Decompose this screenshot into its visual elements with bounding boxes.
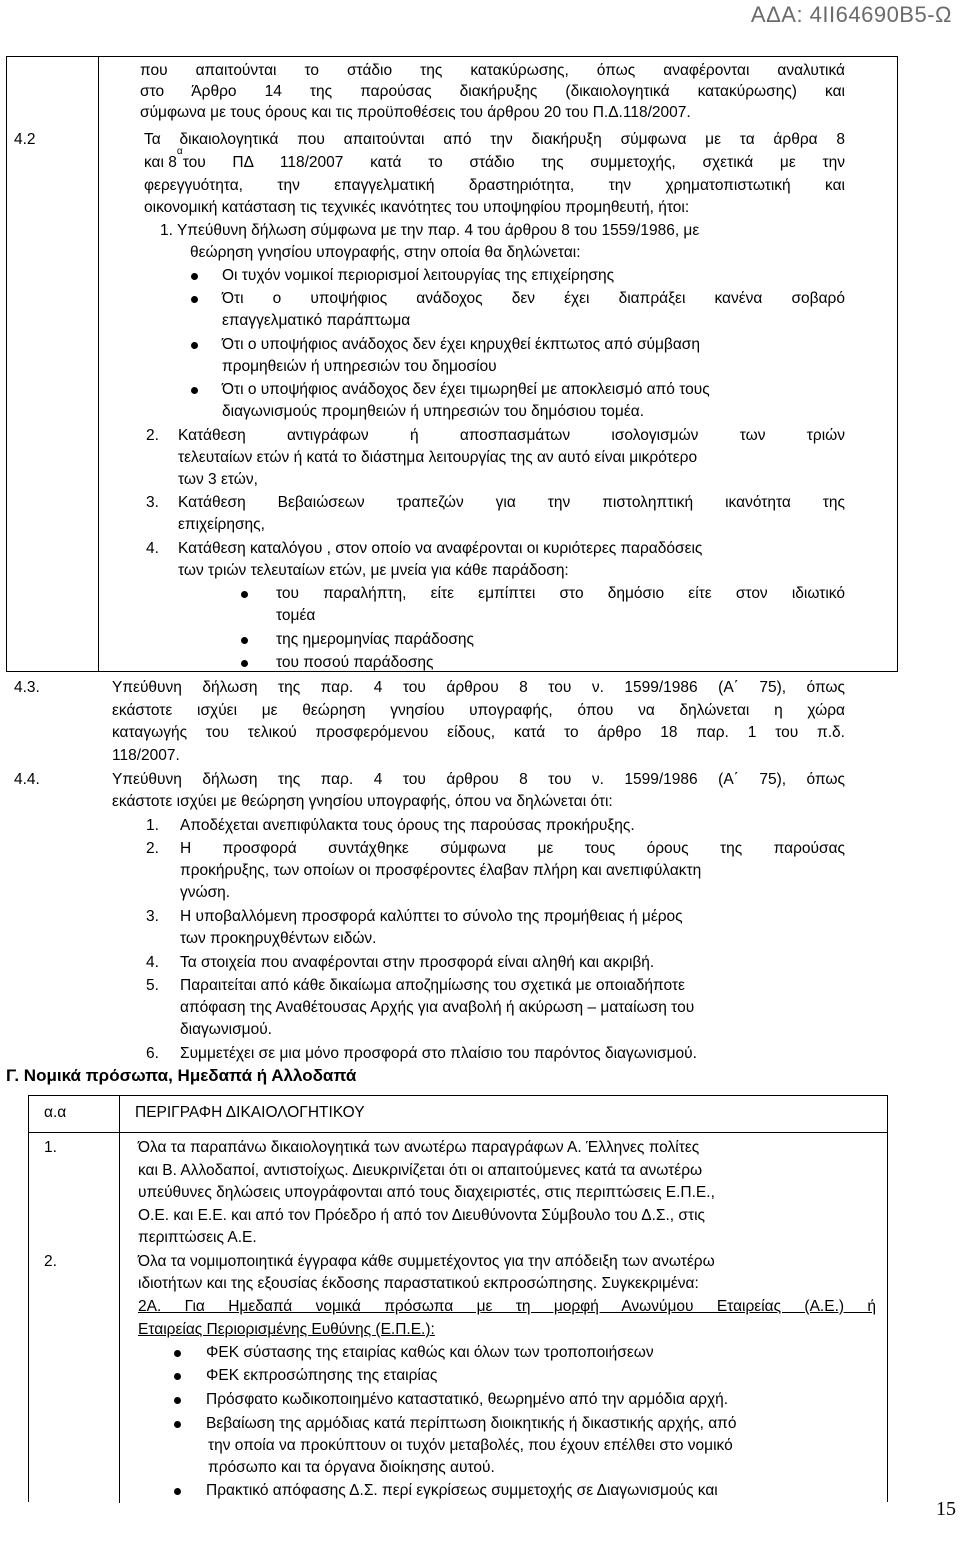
intro-line: σύμφωνα με τους όρους και τις προϋποθέσεις του άρθρου 20 του Π.Δ.118/2007.	[140, 104, 691, 121]
paragraph-line: Υπεύθυνη δήλωση της παρ. 4 του άρθρου 8 του ν. 1599/1986 (Α΄ 75), όπως	[112, 771, 845, 788]
bullet-text: τομέα	[276, 607, 316, 624]
bullet	[191, 342, 198, 349]
bullet-text: επαγγελματικό παράπτωμα	[222, 312, 411, 329]
bullet	[174, 1397, 181, 1404]
intro-line: στο Άρθρο 14 της παρούσας διακήρυξης (δικαιολογητικά κατακύρωσης) και	[140, 83, 845, 100]
list-number: 2.	[146, 427, 159, 444]
cell-line: και Β. Αλλοδαποί, αντιστοίχως. Διευκρινίζεται ότι οι απαιτούμενες κατά τα ανωτέρω	[138, 1162, 703, 1179]
list-item-cont: των 3 ετών,	[178, 471, 258, 488]
section-number: 4.3.	[14, 679, 40, 696]
bullet	[174, 1350, 181, 1357]
list-item: Κατάθεση Βεβαιώσεων τραπεζών για την πιστοληπτική ικανότητα της	[178, 494, 845, 511]
paragraph-line: Τα δικαιολογητικά που απαιτούνται από την διακήρυξη σύμφωνα με τα άρθρα 8	[144, 131, 845, 148]
bullet	[241, 591, 248, 598]
cell-line: Εταιρείας Περιορισμένης Ευθύνης (Ε.Π.Ε.):	[138, 1321, 435, 1338]
table-header-col1: α.α	[44, 1104, 67, 1121]
list-item: 1. Υπεύθυνη δήλωση σύμφωνα με την παρ. 4 του άρθρου 8 του 1559/1986, με	[160, 222, 700, 239]
list-number: 3.	[146, 908, 159, 925]
list-item-cont: των προκηρυχθέντων ειδών.	[180, 930, 377, 947]
list-item-cont: γνώση.	[180, 884, 231, 901]
bullet-text: Ότι ο υποψήφιος ανάδοχος δεν έχει διαπράξει κανένα σοβαρό	[222, 290, 845, 307]
header-divider	[29, 1132, 887, 1133]
list-item: Παραιτείται από κάθε δικαίωμα αποζημίωσης του σχετικά με οποιαδήποτε	[180, 977, 685, 994]
list-item-cont: διαγωνισμού.	[180, 1021, 272, 1038]
list-item: Συμμετέχει σε μια μόνο προσφορά στο πλαίσιο του παρόντος διαγωνισμού.	[180, 1045, 697, 1062]
intro-line: που απαιτούνται το στάδιο της κατακύρωσης, όπως αναφέρονται αναλυτικά	[140, 62, 845, 79]
list-number: 2.	[146, 840, 159, 857]
bullet	[191, 387, 198, 394]
paragraph-line: καταγωγής του τελικού προσφερόμενου είδους, κατά το άρθρο 18 παρ. 1 του π.δ.	[112, 724, 845, 741]
row-number: 2.	[44, 1253, 57, 1270]
list-item-cont: απόφαση της Αναθέτουσας Αρχής για αναβολή ή ακύρωση – ματαίωση του	[180, 999, 695, 1016]
bullet-text: διαγωνισμούς προμηθειών ή υπηρεσιών του δημόσιου τομέα.	[222, 403, 645, 420]
bullet-text: Πρόσφατο κωδικοποιημένο καταστατικό, θεωρημένο από την αρμόδια αρχή.	[206, 1391, 729, 1408]
bullet-text: του παραλήπτη, είτε εμπίπτει στο δημόσιο είτε στον ιδιωτικό	[276, 585, 845, 602]
bullet-text: του ποσού παράδοσης	[276, 654, 434, 671]
bullet	[174, 1421, 181, 1428]
list-item: Κατάθεση αντιγράφων ή αποσπασμάτων ισολογισμών των τριών	[178, 427, 845, 444]
list-number: 3.	[146, 494, 159, 511]
cell-line: ιδιοτήτων και της εξουσίας έκδοσης παραστατικού εκπροσώπησης. Συγκεκριμένα:	[138, 1275, 699, 1292]
bullet-text: ΦΕΚ σύστασης της εταιρίας καθώς και όλων των τροποποιήσεων	[206, 1344, 654, 1361]
text-fragment: του ΠΔ 118/2007 κατά το στάδιο της συμμετοχής, σχετικά με την	[182, 154, 845, 171]
list-item: Αποδέχεται ανεπιφύλακτα τους όρους της παρούσας προκήρυξης.	[180, 817, 635, 834]
paragraph-line: οικονομική κατάσταση τις τεχνικές ικανότητες του υποψηφίου προμηθευτή, ήτοι:	[144, 199, 690, 216]
paragraph-line: Υπεύθυνη δήλωση της παρ. 4 του άρθρου 8 του ν. 1599/1986 (Α΄ 75), όπως	[112, 679, 845, 696]
bullet-text: προμηθειών ή υπηρεσιών του δημοσίου	[222, 358, 497, 375]
list-item-cont: τελευταίων ετών ή κατά το διάστημα λειτουργίας της αν αυτό είναι μικρότερο	[178, 449, 698, 466]
row-number: 1.	[44, 1139, 57, 1156]
superscript: α	[176, 146, 183, 157]
bullet-text: πρόσωπο και τα όργανα διοίκησης αυτού.	[208, 1459, 495, 1476]
document-code: ΑΔΑ: 4ΙΙ64690Β5-Ω	[750, 2, 952, 27]
page-number: 15	[936, 1498, 956, 1520]
cell-line: περιπτώσεις Α.Ε.	[138, 1229, 257, 1246]
paragraph-line: εκάστοτε ισχύει με θεώρηση γνησίου υπογραφής, όπου να δηλώνεται η χώρα	[112, 702, 845, 719]
section-heading: Γ. Νομικά πρόσωπα, Ημεδαπά ή Αλλοδαπά	[6, 1066, 357, 1085]
cell-line: 2Α. Για Ημεδαπά νομικά πρόσωπα με τη μορφή Ανωνύμου Εταιρείας (Α.Ε.) ή	[138, 1298, 876, 1315]
paragraph-line: 118/2007.	[112, 747, 180, 764]
cell-line: Όλα τα παραπάνω δικαιολογητικά των ανωτέρω παραγράφων Α. Έλληνες πολίτες	[138, 1139, 700, 1156]
paragraph-line	[144, 146, 845, 173]
cell-line: Ο.Ε. και Ε.Ε. και από τον Πρόεδρο ή από τον Διευθύνοντα Σύμβουλο του Δ.Σ., στις	[138, 1207, 705, 1224]
bullet	[241, 637, 248, 644]
list-item-cont: επιχείρησης,	[178, 516, 265, 533]
list-item-cont: προκήρυξης, των οποίων οι προσφέροντες έλαβαν πλήρη και ανεπιφύλακτη	[180, 862, 702, 879]
section-number: 4.2	[14, 131, 36, 148]
text-fragment: και 8	[144, 154, 177, 171]
bullet-text: Βεβαίωση της αρμόδιας κατά περίπτωση διοικητικής ή δικαστικής αρχής, από	[206, 1415, 737, 1432]
paragraph-line: εκάστοτε ισχύει με θεώρηση γνησίου υπογραφής, όπου να δηλώνεται ότι:	[112, 793, 613, 810]
bullet	[191, 296, 198, 303]
cell-line: υπεύθυνες δηλώσεις υπογράφονται από τους διαχειριστές, στις περιπτώσεις Ε.Π.Ε.,	[138, 1184, 715, 1201]
list-item: Η υποβαλλόμενη προσφορά καλύπτει το σύνολο της προμήθειας ή μέρος	[180, 908, 683, 925]
list-number: 1.	[146, 817, 159, 834]
section-number: 4.4.	[14, 771, 40, 788]
table-header-col2: ΠΕΡΙΓΡΑΦΗ ΔΙΚΑΙΟΛΟΓΗΤΙΚΟΥ	[135, 1104, 365, 1121]
column-divider	[119, 1096, 120, 1503]
bullet-text: Ότι ο υποψήφιος ανάδοχος δεν έχει κηρυχθεί έκπτωτος από σύμβαση	[222, 336, 700, 353]
bullet-text: την οποία να προκύπτουν οι τυχόν μεταβολές, που έχουν επέλθει στο νομικό	[208, 1437, 733, 1454]
paragraph-line: φερεγγυότητα, την επαγγελματική δραστηριότητα, την χρηματοπιστωτική και	[144, 177, 845, 194]
bullet-text: Ότι ο υποψήφιος ανάδοχος δεν έχει τιμωρηθεί με αποκλεισμό από τους	[222, 381, 710, 398]
list-item: Κατάθεση καταλόγου , στον οποίο να αναφέρονται οι κυριότερες παραδόσεις	[178, 540, 703, 557]
bullet	[191, 273, 198, 280]
list-number: 6.	[146, 1045, 159, 1062]
bullet-text: Οι τυχόν νομικοί περιορισμοί λειτουργίας της επιχείρησης	[222, 267, 615, 284]
list-number: 4.	[146, 540, 159, 557]
list-item-cont: των τριών τελευταίων ετών, με μνεία για κάθε παράδοση:	[178, 562, 569, 579]
bullet-text: ΦΕΚ εκπροσώπησης της εταιρίας	[206, 1367, 438, 1384]
list-item: Η προσφορά συντάχθηκε σύμφωνα με τους όρους της παρούσας	[180, 840, 845, 857]
bullet	[241, 660, 248, 667]
list-item: Τα στοιχεία που αναφέρονται στην προσφορά είναι αληθή και ακριβή.	[180, 954, 655, 971]
bullet-text: της ημερομηνίας παράδοσης	[276, 631, 475, 648]
bullet	[174, 1373, 181, 1380]
bullet	[174, 1488, 181, 1495]
list-item-cont: θεώρηση γνησίου υπογραφής, στην οποία θα δηλώνεται:	[190, 244, 581, 261]
list-number: 5.	[146, 977, 159, 994]
bullet-text: Πρακτικό απόφασης Δ.Σ. περί εγκρίσεως συμμετοχής σε Διαγωνισμούς και	[206, 1482, 718, 1499]
list-number: 4.	[146, 954, 159, 971]
column-divider	[98, 57, 99, 671]
cell-line: Όλα τα νομιμοποιητικά έγγραφα κάθε συμμετέχοντος για την απόδειξη των ανωτέρω	[138, 1253, 715, 1270]
